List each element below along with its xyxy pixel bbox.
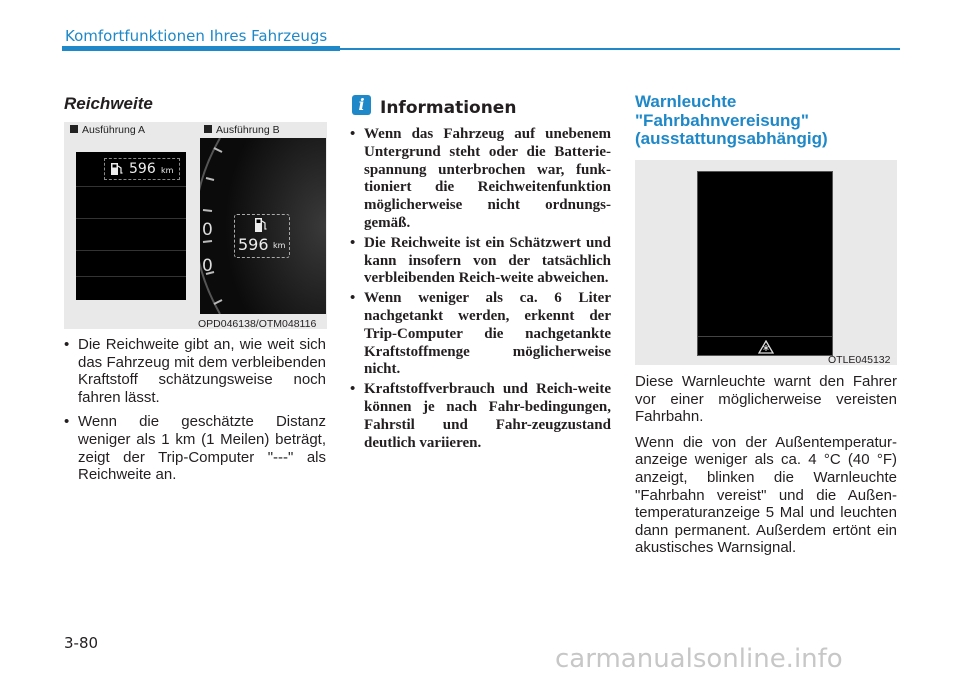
fuel-pump-icon (254, 217, 268, 233)
gauge-digit: 0 (202, 256, 213, 276)
bullet-dot: • (64, 413, 70, 431)
section-header-title: Komfortfunktionen Ihres Fahrzeugs (65, 27, 328, 45)
watermark: carmanualsonline.info (555, 644, 843, 674)
list-item: • Die Reichweite ist ein Schätzwert und kann insofern von der tatsächlich verbleibenden Reich-weite abweichen. (350, 234, 611, 287)
road-ice-warning-icon (758, 340, 774, 354)
bullet-dot: • (64, 336, 70, 353)
figure-reference: OTLE045132 (828, 354, 891, 366)
square-bullet-icon (204, 125, 212, 133)
divider-line (76, 276, 186, 277)
gauge-digit: 0 (202, 220, 213, 240)
range-value-a: 596 (129, 161, 156, 177)
divider-line (76, 218, 186, 219)
header-rule-thick (62, 46, 340, 51)
range-readout-a (104, 158, 180, 180)
square-bullet-icon (70, 125, 78, 133)
range-section-title: Reichweite (64, 94, 153, 113)
divider-line (698, 336, 832, 337)
header-rule-thin (340, 48, 900, 50)
list-item: • Kraftstoffverbrauch und Reich-weite können je nach Fahr-bedingungen, Fahrstil und Fahr-zeugzustand deutlich variieren. (350, 381, 611, 451)
bullet-dot: • (350, 381, 356, 398)
figure-reference: OPD046138/OTM048116 (198, 318, 317, 330)
range-readout-b (234, 214, 290, 258)
info-title: Informationen (380, 98, 517, 118)
divider-line (76, 186, 186, 187)
cluster-display-b (200, 138, 326, 314)
cluster-display-a (76, 152, 186, 300)
list-item: • Die Reichweite gibt an, wie weit sich das Fahrzeug mit dem verbleibenden Kraftstoff schätzungsweise noch fahren lässt. (64, 336, 326, 406)
variant-a-caption: Ausführung A (70, 124, 145, 136)
warning-description (635, 373, 897, 565)
warning-light-title: Warnleuchte "Fahrbahnvereisung" (ausstattungsabhängig) (635, 92, 828, 148)
variant-b-caption: Ausführung B (204, 124, 280, 136)
list-item: • Wenn das Fahrzeug auf unebenem Untergrund steht oder die Batterie-spannung unterbrochen war, funk-tioniert die Reichweitenfunktion möglicherweise nicht ordnungs-gemäß. (350, 126, 611, 231)
bullet-dot: • (350, 234, 356, 251)
info-list (350, 126, 611, 454)
range-unit-a: km (161, 166, 174, 175)
bullet-dot: • (350, 290, 356, 307)
paragraph: Diese Warnleuchte warnt den Fahrer vor einer möglicherweise vereisten Fahrbahn. (635, 373, 897, 426)
paragraph: Wenn die von der Außentemperatur-anzeige weniger als ca. 4 °C (40 °F) anzeigt, blinken die Warnleuchte "Fahrbahn vereist" und die Außen-temperaturanzeige 5 Mal und leuchten dann permanent. Außerdem ertönt ein akustisches Warnsignal. (635, 433, 897, 557)
fuel-pump-icon (110, 162, 124, 176)
range-unit-b: km (273, 241, 286, 250)
list-item: • Wenn die geschätzte Distanz weniger als 1 km (1 Meilen) beträgt, zeigt der Trip-Computer "---" als Reichweite an. (64, 413, 326, 484)
info-icon: i (352, 95, 371, 115)
page-number: 3-80 (64, 634, 99, 652)
range-value-b: 596 (238, 235, 269, 254)
list-item: • Wenn weniger als ca. 6 Liter nachgetankt werden, erkennt der Trip-Computer die nachgetankte Kraftstoffmenge möglicherweise nicht. (350, 290, 611, 378)
divider-line (76, 250, 186, 251)
range-bullet-list (64, 336, 326, 491)
bullet-dot: • (350, 126, 356, 142)
cluster-display-warning (697, 171, 833, 356)
